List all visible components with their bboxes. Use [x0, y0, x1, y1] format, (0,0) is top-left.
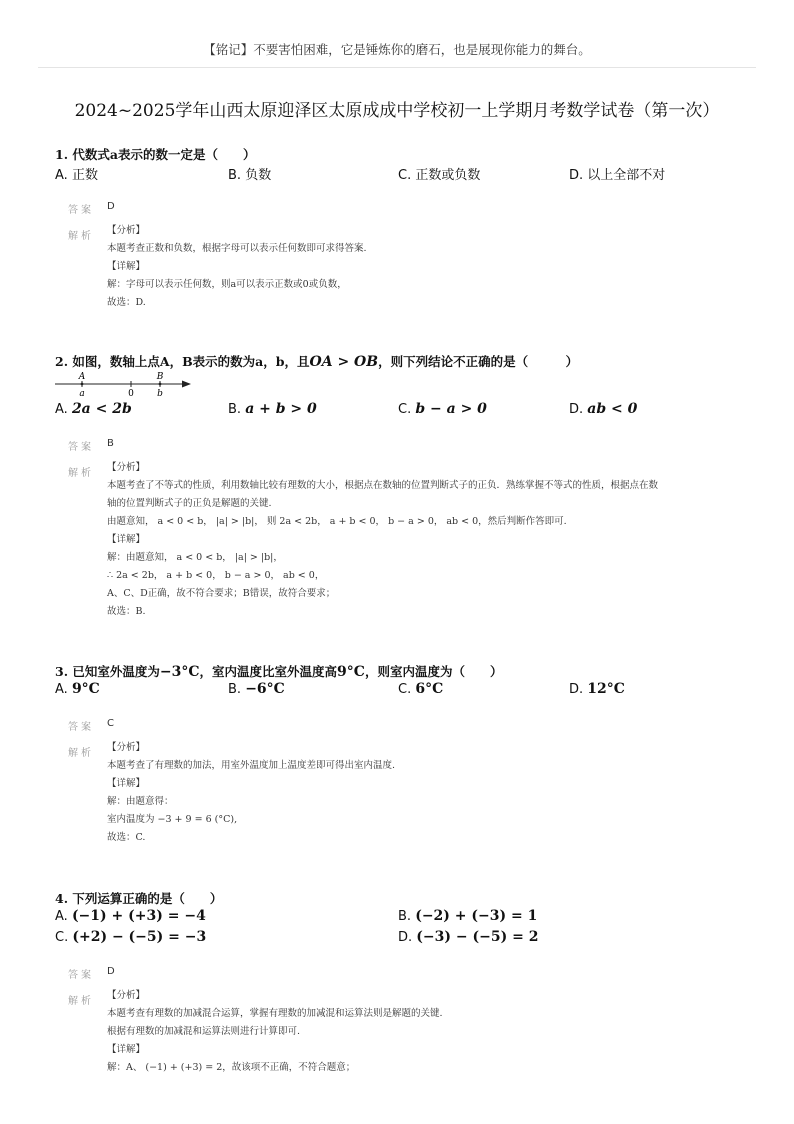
q4-option-c[interactable]: C. (+2) − (−5) = −3 — [55, 929, 207, 945]
question-3-stem: 3. 已知室外温度为−3°C，室内温度比室外温度高9°C，则室内温度为（ ） — [55, 664, 503, 680]
q1-option-c[interactable]: C. 正数或负数 — [398, 168, 481, 183]
q4-option-d[interactable]: D. (−3) − (−5) = 2 — [398, 929, 539, 945]
q2-answer-label: 答案 — [68, 442, 94, 453]
q4-option-b[interactable]: B. (−2) + (−3) = 1 — [398, 908, 538, 924]
page-title: 2024~2025学年山西太原迎泽区太原成成中学校初一上学期月考数学试卷（第一次） — [74, 101, 720, 121]
header-divider — [38, 67, 756, 68]
q4-answer-value: D — [107, 966, 115, 977]
q1-explanation: 【分析】 本题考查正数和负数，根据字母可以表示任何数即可求得答案. 【详解】 解：字母可以表示任何数，则a可以表示正数或0或负数， 故选：D. — [107, 225, 367, 308]
q4-option-a[interactable]: A. (−1) + (+3) = −4 — [55, 908, 206, 924]
q4-answer-label: 答案 — [68, 970, 94, 981]
q1-analysis-label: 解析 — [68, 231, 94, 242]
question-4-stem: 4. 下列运算正确的是（ ） — [55, 891, 223, 906]
question-1-stem: 1. 代数式a表示的数一定是（ ） — [55, 147, 256, 162]
value-a-label: a — [79, 389, 85, 399]
value-b-label: b — [157, 389, 163, 399]
motto-banner: 【铭记】不要害怕困难，它是锤炼你的磨石，也是展现你能力的舞台。 — [203, 42, 591, 57]
q3-option-b[interactable]: B. −6°C — [228, 681, 285, 697]
point-a-label: A — [78, 372, 86, 382]
q3-answer-value: C — [107, 718, 114, 729]
q2-answer-value: B — [107, 438, 114, 449]
question-2-stem: 2. 如图，数轴上点A，B表示的数为a，b，且OA > OB，则下列结论不正确的是（ ） — [55, 354, 579, 370]
q2-option-b[interactable]: B. a + b > 0 — [228, 401, 317, 417]
q2-explanation: 【分析】 本题考查了不等式的性质，利用数轴比较有理数的大小，根据点在数轴的位置判断式子的正负．熟练掌握不等式的性质，根据点在数 轴的位置判断式子的正负是解题的关键. 由题意知， a < 0 < b， |a| > |b|， 则 2a < 2b， a + b < 0， b − a > 0， ab < 0，然后判断作答即可. 【详解】 解：由题意知， a < 0 < b， |a| > |b|， ∴ 2a < 2b， a + b < 0， b − a > 0， ab < 0， A、C、D正确，故不符合要求；B错误，故符合要求； 故选：B. — [107, 462, 659, 617]
q3-option-c[interactable]: C. 6°C — [398, 681, 444, 697]
q2-option-c[interactable]: C. b − a > 0 — [398, 401, 487, 417]
q3-answer-label: 答案 — [68, 722, 94, 733]
q3-option-d[interactable]: D. 12°C — [569, 681, 625, 697]
q3-analysis-label: 解析 — [68, 748, 94, 759]
q3-option-a[interactable]: A. 9°C — [55, 681, 100, 697]
q2-analysis-label: 解析 — [68, 468, 94, 479]
q3-explanation: 【分析】 本题考查了有理数的加法，用室外温度加上温度差即可得出室内温度. 【详解】 解：由题意得： 室内温度为 −3 + 9 = 6 (°C), 故选：C. — [107, 742, 396, 843]
number-line-figure — [55, 371, 195, 399]
q1-answer-label: 答案 — [68, 205, 94, 216]
q2-option-d[interactable]: D. ab < 0 — [569, 401, 638, 417]
q1-option-a[interactable]: A. 正数 — [55, 168, 98, 183]
q2-option-a[interactable]: A. 2a < 2b — [55, 401, 132, 417]
q1-answer-value: D — [107, 201, 115, 212]
q1-option-b[interactable]: B. 负数 — [228, 168, 272, 183]
q1-option-d[interactable]: D. 以上全部不对 — [569, 168, 666, 183]
point-b-label: B — [156, 372, 164, 382]
q4-analysis-label: 解析 — [68, 996, 94, 1007]
q4-explanation: 【分析】 本题考查有理数的加减混合运算，掌握有理数的加减混和运算法则是解题的关键. 根据有理数的加减混和运算法则进行计算即可. 【详解】 解：A、 (−1) + (+3) = 2，故该项不正确，不符合题意； — [107, 990, 443, 1073]
origin-label: 0 — [128, 389, 134, 399]
